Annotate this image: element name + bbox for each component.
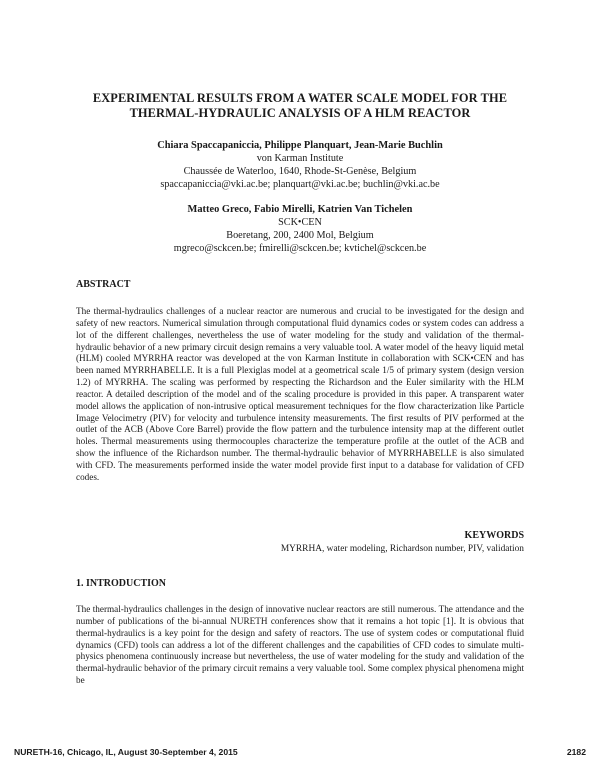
paper-title [60, 91, 540, 121]
abstract-text: The thermal-hydraulics challenges of a nuclear reactor are numerous and crucial to be investigated for the design and safety of new reactors. Numerical simulation through computational fluid dynamics codes or system codes can address a lot of the different challenges, nevertheless the use of water modeling for the study and validation of the thermal-hydraulic behavior of a new primary circuit design remains a very valuable tool. A water model of the heavy liquid metal (HLM) cooled MYRRHA reactor was developed at the von Karman Institute in collaboration with SCK•CEN and has been named MYRRHABELLE. It is a full Plexiglas model at a geometrical scale 1/5 of primary system (design version 1.2) of MYRRHA. The scaling was performed by respecting the Richardson and the Euler similarity with the HLM reactor. A detailed description of the model and of the scaling procedure is provided in this paper. A transparent water model allows the application of non-intrusive optical measurement techniques for the flow characterization like Particle Image Velocimetry (PIV) for velocity and turbulence intensity measurements. The first results of PIV performed at the outlet of the ACB (Above Core Barrel) provide the flow pattern and the turbulence intensity map at the different outlet holes. Thermal measurements using thermocouples characterize the temperature profile at the outlet of the ACB and show the influence of the Richardson number. The thermal-hydraulic behavior of MYRRHABELLE is also simulated with CFD. The measurements performed inside the water model provide first input to a database for validation of CFD codes. [76, 306, 524, 482]
title-line-2: THERMAL-HYDRAULIC ANALYSIS OF A HLM REACTOR [129, 106, 471, 120]
address: Boeretang, 200, 2400 Mol, Belgium [226, 230, 374, 241]
author-names: Chiara Spaccapaniccia, Philippe Planquart, Jean-Marie Buchlin [157, 140, 443, 151]
keywords-text: MYRRHA, water modeling, Richardson number, PIV, validation [280, 544, 524, 554]
institute: SCK•CEN [278, 217, 322, 228]
address: Chaussée de Waterloo, 1640, Rhode-St-Genèse, Belgium [183, 166, 417, 177]
author-block-vki [60, 139, 540, 191]
page-footer [14, 747, 586, 759]
institute: von Karman Institute [256, 153, 344, 164]
emails: spaccapaniccia@vki.ac.be; planquart@vki.ac.be; buchlin@vki.ac.be [160, 179, 440, 190]
keywords-heading: KEYWORDS [464, 530, 524, 541]
introduction-heading: 1. INTRODUCTION [76, 578, 167, 589]
emails: mgreco@sckcen.be; fmirelli@sckcen.be; kvtichel@sckcen.be [173, 243, 427, 254]
author-names: Matteo Greco, Fabio Mirelli, Katrien Van Tichelen [187, 204, 413, 215]
author-block-sckcen [60, 203, 540, 255]
introduction-text: The thermal-hydraulics challenges in the design of innovative nuclear reactors are still numerous. The attendance and the number of publications of the bi-annual NURETH conferences show that it remains a hot topic [1]. It is obvious that thermal-hydraulics is a key point for the design and safety of reactors. The use of system codes or computational fluid dynamics (CFD) tools can address a lot of the different challenges and the capabilities of CFD codes to simulate multi-physics phenomena continuously increase but nevertheless, the use of water modeling for the study and validation of the thermal-hydraulic behavior of the primary circuit remains a very valuable tool. Some complex physical phenomena might be [76, 604, 525, 686]
abstract-heading: ABSTRACT [76, 279, 131, 290]
title-line-1: EXPERIMENTAL RESULTS FROM A WATER SCALE MODEL FOR THE [92, 91, 508, 105]
page-number: 2182 [566, 747, 586, 757]
conference-footer: NURETH-16, Chicago, IL, August 30-September 4, 2015 [14, 747, 238, 757]
